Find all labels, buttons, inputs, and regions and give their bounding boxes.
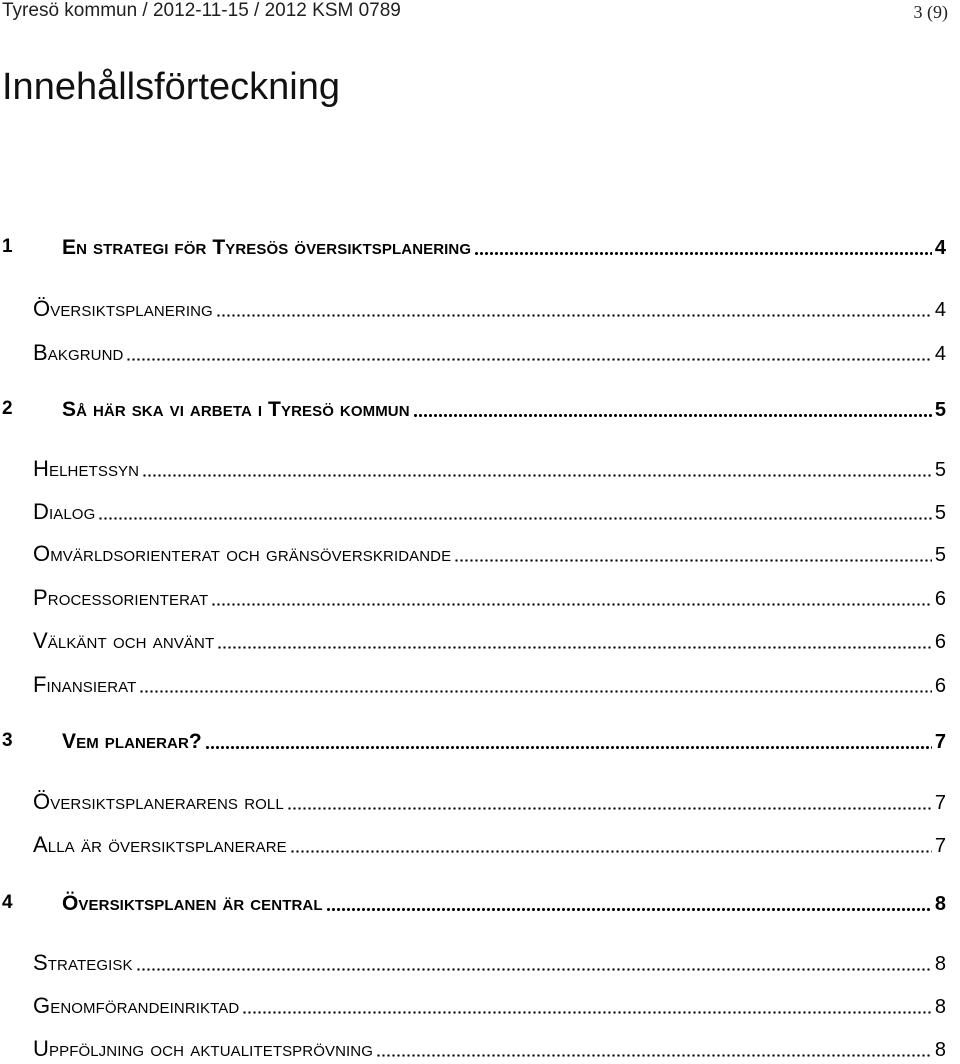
toc-entry-line xyxy=(62,892,946,916)
toc-dot-leader xyxy=(98,516,932,521)
toc-entry-number: 1 xyxy=(2,236,13,257)
toc-entry[interactable] xyxy=(0,340,960,368)
toc-dot-leader xyxy=(139,689,931,694)
toc-entry-line xyxy=(33,832,946,858)
toc-entry-label: Strategisk xyxy=(33,950,133,975)
toc-entry[interactable] xyxy=(0,456,960,484)
toc-entry[interactable] xyxy=(0,892,960,920)
toc-entry-page: 4 xyxy=(934,343,946,365)
toc-entry-label: Helhetssyn xyxy=(33,456,140,481)
toc-entry-page: 7 xyxy=(934,835,946,857)
header-page-number: 3 (9) xyxy=(913,2,948,22)
toc-entry[interactable] xyxy=(0,541,960,569)
toc-entry-line xyxy=(33,296,946,322)
toc-dot-leader xyxy=(376,1053,932,1058)
toc-entry-page: 8 xyxy=(934,996,946,1018)
toc-entry-page: 5 xyxy=(934,459,946,481)
toc-dot-leader xyxy=(126,357,931,362)
toc-entry-label: Genomförandeinriktad xyxy=(33,993,240,1018)
toc-entry-label: Vem planerar? xyxy=(62,730,202,753)
toc-entry-line xyxy=(33,628,946,654)
toc-entry-page: 4 xyxy=(934,237,946,259)
toc-entry-page: 8 xyxy=(934,953,946,975)
toc-entry-label: Välkänt och använt xyxy=(33,628,215,653)
toc-entry-label: Uppföljning och aktualitetsprövning xyxy=(33,1036,373,1061)
toc-entry-line xyxy=(33,340,946,366)
toc-entry-page: 6 xyxy=(934,675,946,697)
toc-entry-page: 6 xyxy=(934,631,946,653)
header-document-info: Tyresö kommun / 2012-11-15 / 2012 KSM 0789 xyxy=(2,0,401,21)
toc-entry-page: 5 xyxy=(934,502,946,524)
toc-entry-page: 4 xyxy=(934,299,946,321)
toc-entry-page: 5 xyxy=(934,544,946,566)
toc-dot-leader xyxy=(142,473,932,478)
toc-entry-number: 3 xyxy=(2,730,13,751)
toc-entry[interactable] xyxy=(0,585,960,613)
toc-entry-line xyxy=(33,585,946,611)
toc-entry-label: Omvärldsorienterat och gränsöverskridande xyxy=(33,541,452,566)
toc-entry-page: 7 xyxy=(934,792,946,814)
toc-dot-leader xyxy=(136,967,932,972)
toc-entry[interactable] xyxy=(0,730,960,758)
toc-entry-label: Så här ska vi arbeta i Tyresö kommun xyxy=(62,398,410,421)
toc-entry-line xyxy=(62,398,946,422)
toc-entry-label: Processorienterat xyxy=(33,585,209,610)
toc-entry[interactable] xyxy=(0,499,960,527)
toc-entry-line xyxy=(33,789,946,815)
toc-entry-page: 7 xyxy=(934,731,946,753)
toc-entry[interactable] xyxy=(0,296,960,324)
toc-entry-label: Översiktsplanerarens roll xyxy=(33,789,284,814)
toc-entry-label: Finansierat xyxy=(33,672,137,697)
toc-entry-page: 5 xyxy=(934,399,946,421)
toc-entry[interactable] xyxy=(0,832,960,860)
toc-entry-line xyxy=(33,456,946,482)
toc-dot-leader xyxy=(205,745,932,750)
toc-dot-leader xyxy=(454,558,932,563)
toc-entry-label: Översiktsplanen är central xyxy=(62,892,323,915)
toc-dot-leader xyxy=(211,602,932,607)
toc-dot-leader xyxy=(290,849,932,854)
toc-entry-line xyxy=(62,236,946,260)
toc-entry-label: En strategi för Tyresös översiktsplanering xyxy=(62,236,472,259)
toc-entry-line xyxy=(33,672,946,698)
toc-entry-page: 8 xyxy=(934,893,946,915)
toc-entry-label: Alla är översiktsplanerare xyxy=(33,832,287,857)
toc-entry-number: 2 xyxy=(2,398,13,419)
toc-dot-leader xyxy=(217,645,932,650)
toc-entry-number: 4 xyxy=(2,892,13,913)
toc-entry-line xyxy=(33,993,946,1019)
toc-entry-label: Dialog xyxy=(33,499,96,524)
toc-entry-page: 8 xyxy=(934,1039,946,1061)
toc-entry-label: Översiktsplanering xyxy=(33,296,213,321)
toc-dot-leader xyxy=(242,1010,932,1015)
toc-entry[interactable] xyxy=(0,672,960,700)
toc-entry[interactable] xyxy=(0,236,960,264)
toc-entry-line xyxy=(33,1036,946,1062)
toc-entry-label: Bakgrund xyxy=(33,340,124,365)
toc-entry[interactable] xyxy=(0,950,960,978)
toc-entry-page: 6 xyxy=(934,588,946,610)
toc-entry[interactable] xyxy=(0,993,960,1021)
toc-dot-leader xyxy=(287,806,932,811)
toc-dot-leader xyxy=(413,413,932,418)
toc-entry[interactable] xyxy=(0,398,960,426)
toc-dot-leader xyxy=(216,313,932,318)
toc-entry-line xyxy=(62,730,946,754)
toc-entry[interactable] xyxy=(0,1036,960,1064)
toc-dot-leader xyxy=(474,251,932,256)
toc-entry[interactable] xyxy=(0,789,960,817)
toc-entry-line xyxy=(33,499,946,525)
page-title: Innehållsförteckning xyxy=(2,66,340,108)
toc-entry[interactable] xyxy=(0,628,960,656)
toc-dot-leader xyxy=(326,907,932,912)
toc-entry-line xyxy=(33,950,946,976)
toc-entry-line xyxy=(33,541,946,567)
